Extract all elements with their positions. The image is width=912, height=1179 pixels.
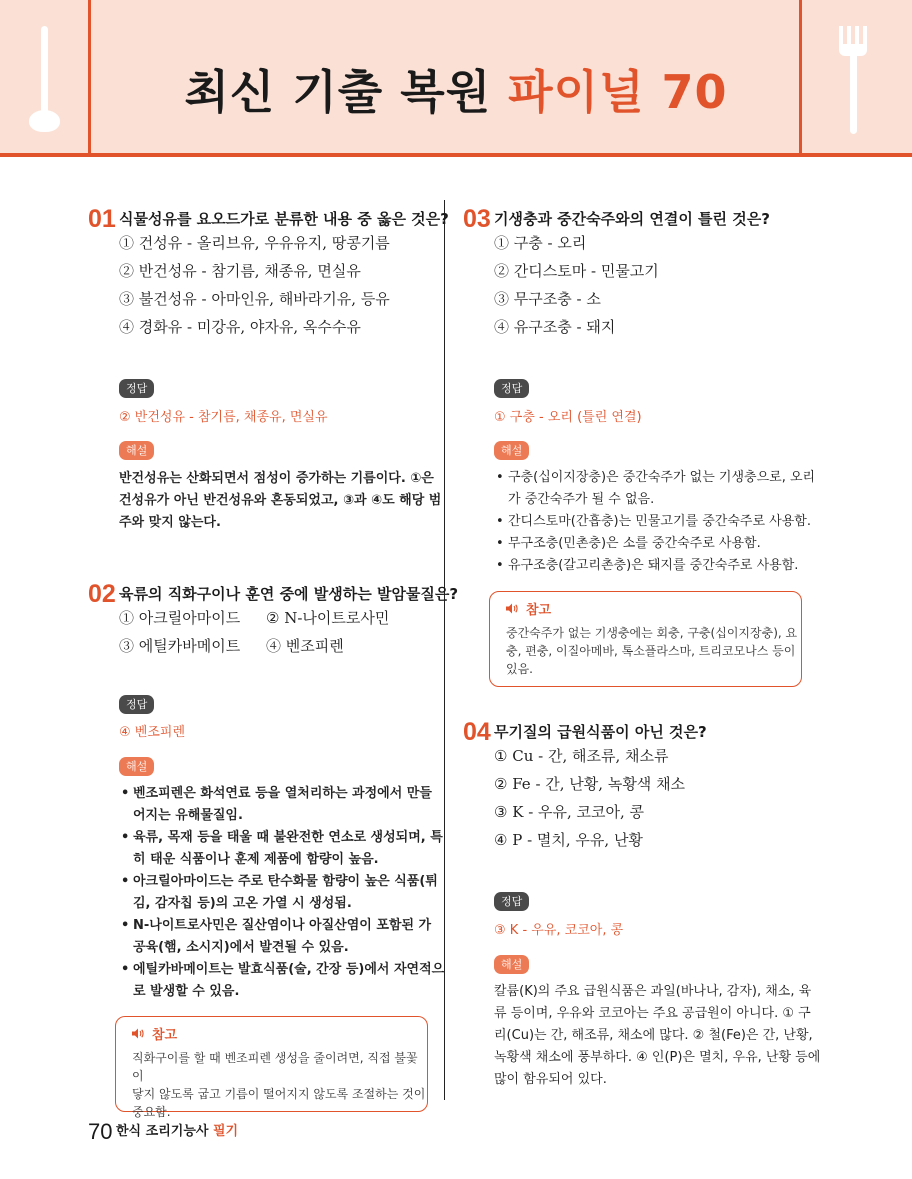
explanation-bullet: • 무구조충(민촌충)은 소를 중간숙주로 사용함. — [496, 533, 761, 555]
note-title: 참고 — [132, 1027, 177, 1045]
question-text: 육류의 직화구이나 훈연 중에 발생하는 발암물질은? — [119, 585, 459, 603]
explanation-line: 리(Cu)는 간, 해조류, 채소에 많다. ② 철(Fe)은 간, 난황, — [494, 1028, 813, 1043]
note-text: 중간숙주가 없는 기생충에는 회충, 구충(십이지장충), 요 충, 편충, 이질아메바, 톡소플라스마, 트리코모나스 등이 있음. — [506, 626, 798, 676]
explanation-bullet: • 구충(십이지장충)은 중간숙주가 없는 기생충으로, 오리 가 중간숙주가 될 수 없음. — [496, 467, 815, 511]
question-number: 03 — [463, 205, 491, 233]
title-main: 최신 기출 복원 — [184, 65, 492, 119]
option-4: ④ 유구조충 - 돼지 — [494, 318, 616, 336]
explanation-bullet: • 아크릴아마이드는 주로 탄수화물 함량이 높은 식품(튀 김, 감자칩 등)의 고온 가열 시 생성됨. — [121, 871, 438, 915]
footer-book-title — [116, 1123, 238, 1141]
explanation-line: 많이 함유되어 있다. — [494, 1072, 607, 1087]
answer-text: ③ K - 우유, 코코아, 콩 — [494, 923, 624, 938]
explanation-bullet: • 육류, 목재 등을 태울 때 불완전한 연소로 생성되며, 특 히 태운 식품이나 훈제 제품에 함량이 높음. — [121, 827, 443, 871]
answer-badge: 정답 — [494, 379, 529, 398]
question-text: 식물성유를 요오드가로 분류한 내용 중 옳은 것은? — [119, 210, 449, 228]
answer-text: ④ 벤조피렌 — [119, 725, 186, 740]
explanation-bullet: • 에틸카바메이트는 발효식품(술, 간장 등)에서 자연적으 로 발생할 수 있음. — [121, 959, 444, 1003]
explanation-bullet: • 벤조피렌은 화석연료 등을 열처리하는 과정에서 만들 어지는 유해물질임. — [121, 783, 432, 827]
explanation-badge: 해설 — [494, 955, 529, 974]
page-title — [0, 60, 912, 124]
question-text: 기생충과 중간숙주와의 연결이 틀린 것은? — [494, 210, 770, 228]
book-subtitle: 필기 — [212, 1124, 239, 1139]
option-2: ② N-나이트로사민 — [266, 609, 390, 627]
note-text: 직화구이를 할 때 벤조피렌 생성을 줄이려면, 직접 불꽃이 닿지 않도록 굽고 기름이 떨어지지 않도록 조절하는 것이 중요함. — [132, 1051, 426, 1119]
speaker-icon — [132, 1027, 144, 1045]
question-number: 02 — [88, 580, 116, 608]
page-number: 70 — [88, 1119, 113, 1144]
answer-badge: 정답 — [119, 379, 154, 398]
answer-text: ② 반건성유 - 참기름, 채종유, 면실유 — [119, 410, 328, 425]
note-box — [115, 1016, 428, 1119]
answer-badge: 정답 — [119, 695, 154, 714]
option-1: ① 구충 - 오리 — [494, 234, 587, 252]
question-text: 무기질의 급원식품이 아닌 것은? — [494, 723, 707, 741]
note-title: 참고 — [506, 602, 551, 620]
explanation-line: 주와 맞지 않는다. — [119, 515, 221, 530]
explanation-badge: 해설 — [119, 757, 154, 776]
explanation-bullet: • N-나이트로사민은 질산염이나 아질산염이 포함된 가 공육(햄, 소시지)에서 발견될 수 있음. — [121, 915, 431, 959]
explanation-bullet: • 유구조충(갈고리촌충)은 돼지를 중간숙주로 사용함. — [496, 555, 798, 577]
option-1: ① Cu - 간, 해조류, 채소류 — [494, 747, 669, 765]
answer-text: ① 구충 - 오리 (틀린 연결) — [494, 410, 642, 425]
title-accent: 파이널 70 — [508, 65, 728, 119]
option-2: ② 반건성유 - 참기름, 채종유, 면실유 — [119, 262, 361, 280]
explanation-line: 건성유가 아닌 반건성유와 혼동되었고, ③과 ④도 해당 범 — [119, 493, 442, 508]
explanation-badge: 해설 — [119, 441, 154, 460]
option-1: ① 건성유 - 올리브유, 우유유지, 땅콩기름 — [119, 234, 390, 252]
option-3: ③ 무구조충 - 소 — [494, 290, 601, 308]
option-2: ② Fe - 간, 난황, 녹황색 채소 — [494, 775, 686, 793]
option-3: ③ 불건성유 - 아마인유, 해바라기유, 등유 — [119, 290, 390, 308]
explanation-line: 칼륨(K)의 주요 급원식품은 과일(바나나, 감자), 채소, 육 — [494, 984, 812, 999]
option-3: ③ K - 우유, 코코아, 콩 — [494, 803, 645, 821]
explanation-line: 녹황색 채소에 풍부하다. ④ 인(P)은 멸치, 우유, 난황 등에 — [494, 1050, 821, 1065]
explanation-line: 류 등이며, 우유와 코코아는 주요 공급원이 아니다. ① 구 — [494, 1006, 811, 1021]
header-bottom-rule — [0, 153, 912, 157]
explanation-badge: 해설 — [494, 441, 529, 460]
explanation-line: 반건성유는 산화되면서 점성이 증가하는 기름이다. ①은 — [119, 471, 434, 486]
option-4: ④ P - 멸치, 우유, 난황 — [494, 831, 643, 849]
explanation-bullet: • 간디스토마(간흡충)는 민물고기를 중간숙주로 사용함. — [496, 511, 811, 533]
question-number: 04 — [463, 718, 491, 746]
speaker-icon — [506, 602, 518, 620]
answer-badge: 정답 — [494, 892, 529, 911]
option-2: ② 간디스토마 - 민물고기 — [494, 262, 659, 280]
question-number: 01 — [88, 205, 116, 233]
option-3: ③ 에틸카바메이트 — [119, 637, 241, 655]
option-4: ④ 경화유 - 미강유, 야자유, 옥수수유 — [119, 318, 361, 336]
book-title: 한식 조리기능사 — [116, 1124, 209, 1139]
note-box — [489, 591, 802, 687]
option-4: ④ 벤조피렌 — [266, 637, 344, 655]
option-1: ① 아크릴아마이드 — [119, 609, 241, 627]
